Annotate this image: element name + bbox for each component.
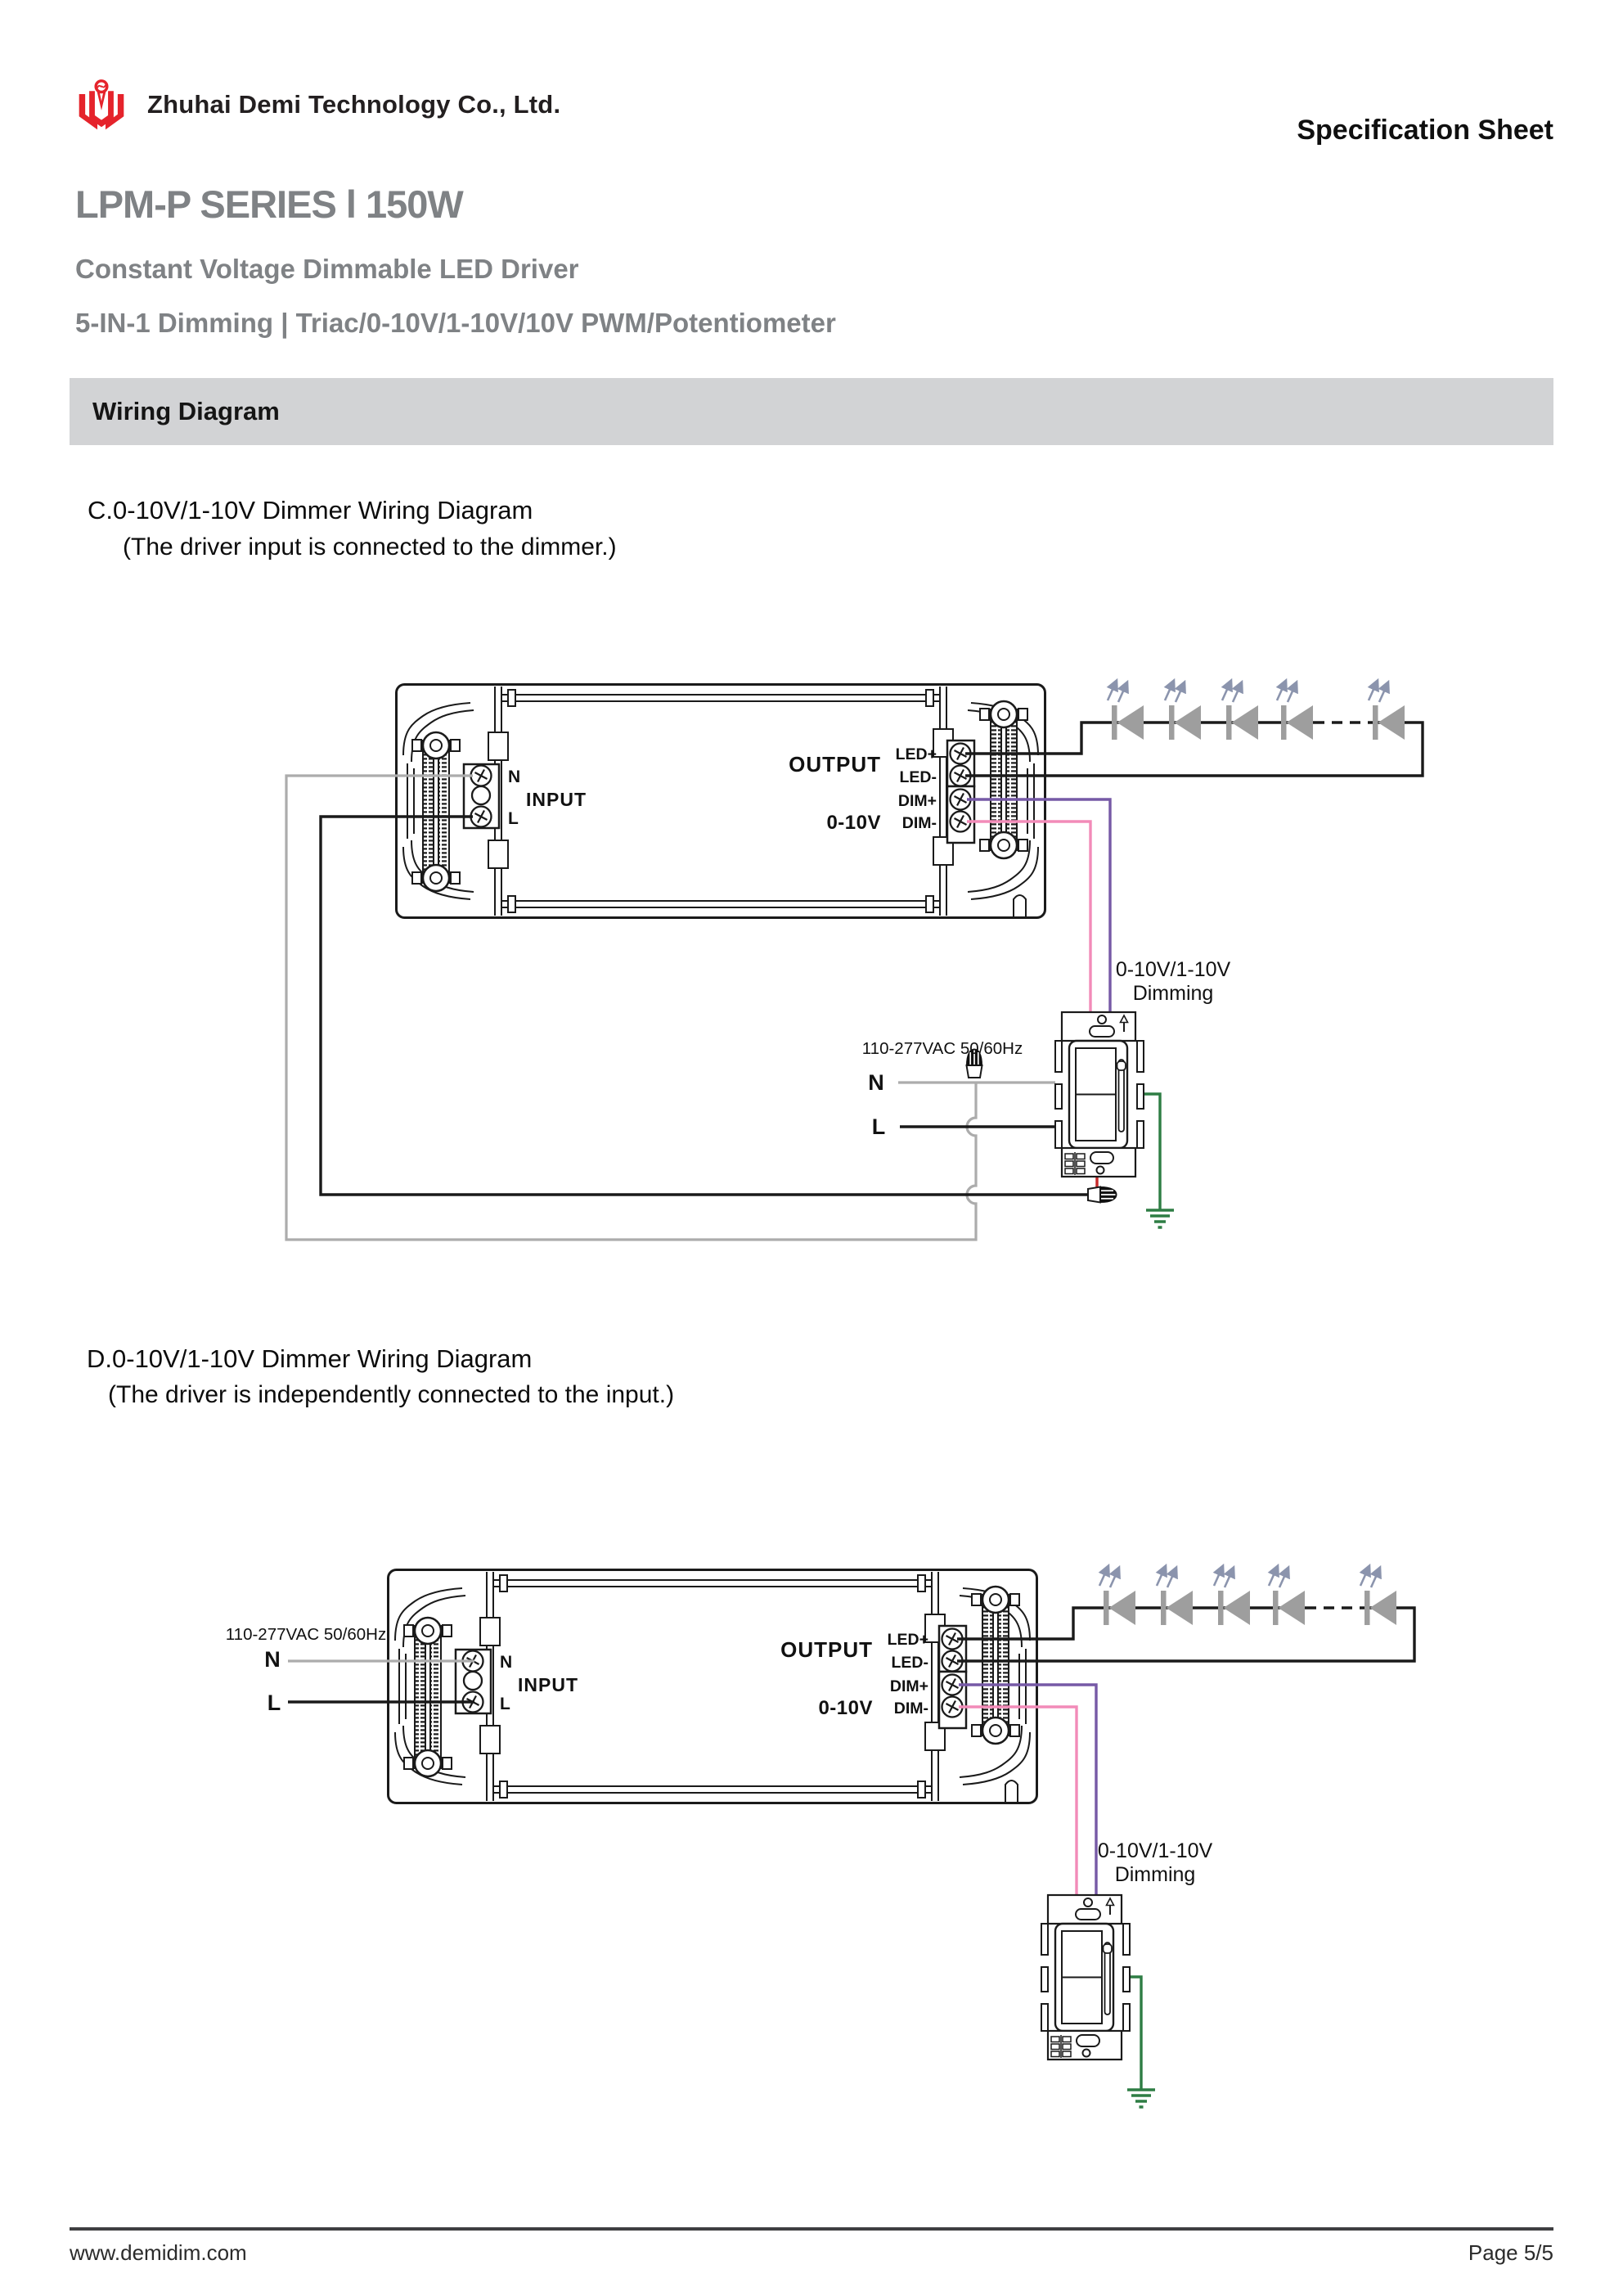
dim-minus-label-d: DIM- — [893, 1699, 928, 1717]
dimming-label-1-d: 0-10V/1-10V — [1097, 1839, 1213, 1862]
product-subtitle: Constant Voltage Dimmable LED Driver — [75, 254, 579, 284]
diagram-c-subheading: (The driver input is connected to the dimmer.) — [123, 533, 617, 560]
diagram-d-subheading: (The driver is independently connected to the input.) — [108, 1381, 675, 1408]
led-string-d — [1099, 1569, 1396, 1625]
wire-nut-line-c — [1088, 1187, 1117, 1203]
led-plus-label-c: LED+ — [895, 745, 937, 763]
footer-rule — [70, 2227, 1553, 2231]
mains-rating-d: 110-277VAC 50/60Hz — [225, 1625, 387, 1644]
diagram-d — [226, 1569, 1414, 2107]
dimming-label-2-c: Dimming — [1132, 982, 1214, 1005]
section-title: Wiring Diagram — [92, 397, 280, 425]
led-string-c — [1108, 684, 1405, 740]
footer-page-number: Page 5/5 — [1468, 2240, 1553, 2265]
sheet-title: Specification Sheet — [1297, 115, 1553, 146]
driver-input-label-c: INPUT — [526, 789, 587, 810]
driver-output-label-c: OUTPUT — [789, 752, 881, 777]
driver-output-label-d: OUTPUT — [780, 1637, 873, 1662]
mains-l-label-c: L — [871, 1114, 886, 1139]
dim-plus-label-d: DIM+ — [889, 1677, 928, 1695]
ground-d — [1127, 2090, 1155, 2107]
diagram-c — [286, 684, 1423, 1240]
driver-l-label-c: L — [508, 809, 519, 828]
dimmer-unit-d — [1041, 1895, 1130, 2060]
diagram-d-heading: D.0-10V/1-10V Dimmer Wiring Diagram — [87, 1344, 533, 1373]
dimming-label-2-d: Dimming — [1114, 1863, 1196, 1886]
led-minus-label-d: LED- — [891, 1654, 928, 1672]
driver-unit-c — [397, 685, 1045, 918]
mains-l-label-d: L — [267, 1690, 281, 1715]
mains-n-label-d: N — [264, 1647, 281, 1672]
dimming-label-1-c: 0-10V/1-10V — [1115, 958, 1231, 981]
driver-0-10v-label-c: 0-10V — [826, 812, 881, 834]
driver-unit-d — [389, 1570, 1037, 1803]
led-minus-label-c: LED- — [899, 768, 937, 786]
footer-website: www.demidim.com — [70, 2240, 247, 2265]
dimmer-unit-c — [1055, 1012, 1144, 1177]
series-title: LPM-P SERIES l 150W — [75, 182, 463, 226]
diagram-c-heading: C.0-10V/1-10V Dimmer Wiring Diagram — [88, 496, 533, 524]
led-plus-label-d: LED+ — [887, 1631, 928, 1649]
driver-0-10v-label-d: 0-10V — [818, 1697, 873, 1719]
driver-n-label-d: N — [500, 1653, 513, 1672]
ground-c — [1146, 1210, 1174, 1227]
mains-rating-c: 110-277VAC 50/60Hz — [861, 1039, 1023, 1058]
mains-n-label-c: N — [868, 1070, 884, 1095]
driver-input-label-d: INPUT — [518, 1674, 578, 1695]
wire-ground-c — [1143, 1094, 1160, 1209]
dimming-modes-line: 5-IN-1 Dimming | Triac/0-10V/1-10V/10V PWM/Potentiometer — [75, 308, 836, 338]
dim-plus-label-c: DIM+ — [897, 792, 937, 810]
wire-ground-d — [1129, 1977, 1141, 2089]
company-name: Zhuhai Demi Technology Co., Ltd. — [147, 90, 561, 119]
driver-n-label-c: N — [508, 768, 521, 786]
dim-minus-label-c: DIM- — [901, 814, 937, 832]
driver-l-label-d: L — [500, 1695, 510, 1713]
